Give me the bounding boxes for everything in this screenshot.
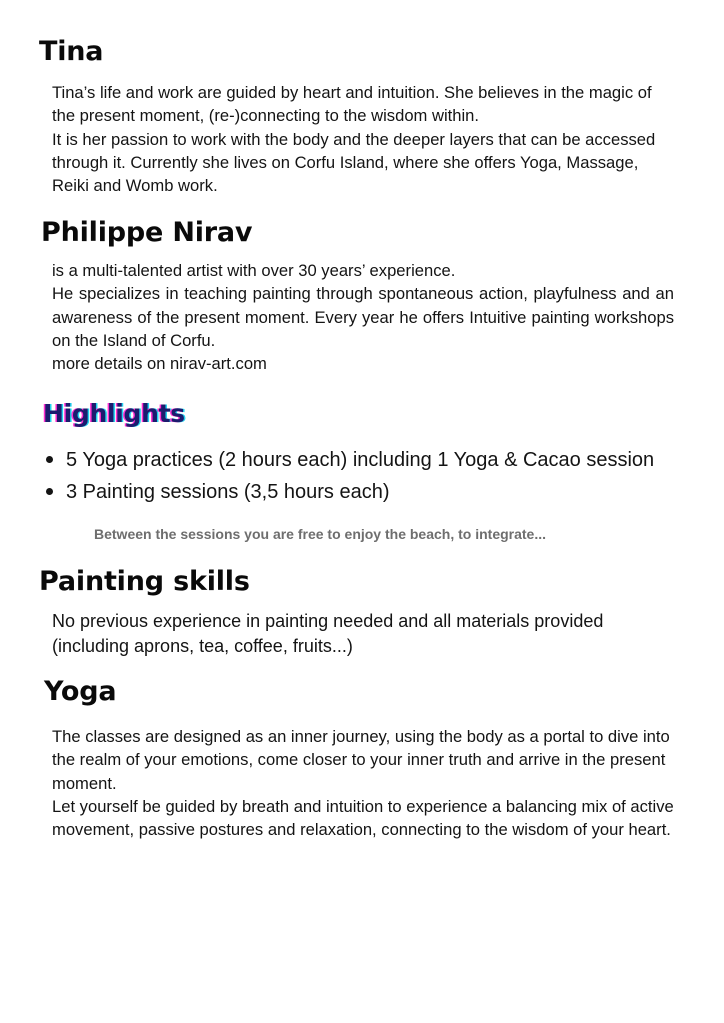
philippe-heading: Philippe Nirav <box>41 217 253 248</box>
philippe-website-text: more details on nirav-art.com <box>52 354 267 374</box>
yoga-heading: Yoga <box>44 676 117 707</box>
tina-bio-paragraph-1: Tina’s life and work are guided by heart and intuition. She believes in the magic of the present moment, (re-)connecting to the wisdom within. <box>52 83 652 126</box>
list-item <box>44 444 704 476</box>
yoga-paragraph-2: Let yourself be guided by breath and intuition to experience a balancing mix of active movement, passive postures and relaxation, connecting to the wisdom of your heart. <box>52 796 674 840</box>
highlights-note: Between the sessions you are free to enjoy the beach, to integrate... <box>94 526 547 542</box>
philippe-bio <box>52 259 674 375</box>
highlights-list <box>44 444 704 508</box>
list-item <box>44 476 704 508</box>
philippe-bio-paragraph-2: He specializes in teaching painting through spontaneous action, playfulness and an awareness of the present moment. Every year he offers Intuitive painting workshops on the Island of Corfu. <box>52 284 674 350</box>
philippe-bio-paragraph-1: is a multi-talented artist with over 30 years’ experience. <box>52 261 456 280</box>
yoga-paragraph-1: The classes are designed as an inner journey, using the body as a portal to dive into the realm of your emotions, come closer to your inner truth and arrive in the present moment. <box>52 727 670 793</box>
highlight-item-text: 3 Painting sessions (3,5 hours each) <box>66 481 390 503</box>
tina-bio <box>52 81 662 197</box>
bullet-dot-icon <box>46 456 53 463</box>
tina-heading: Tina <box>39 36 104 67</box>
painting-description <box>52 609 672 659</box>
highlights-heading: Highlights <box>43 399 185 428</box>
bullet-dot-icon <box>46 488 53 495</box>
tina-bio-paragraph-2: It is her passion to work with the body and the deeper layers that can be accessed through it. Currently she lives on Corfu Island, where she offers Yoga, Massage, Reiki and Womb work. <box>52 129 656 196</box>
highlight-item-text: 5 Yoga practices (2 hours each) including 1 Yoga & Cacao session <box>66 449 655 471</box>
yoga-description <box>52 725 674 841</box>
painting-text: No previous experience in painting needed and all materials provided (including aprons, tea, coffee, fruits...) <box>52 611 604 656</box>
painting-heading: Painting skills <box>39 566 250 597</box>
